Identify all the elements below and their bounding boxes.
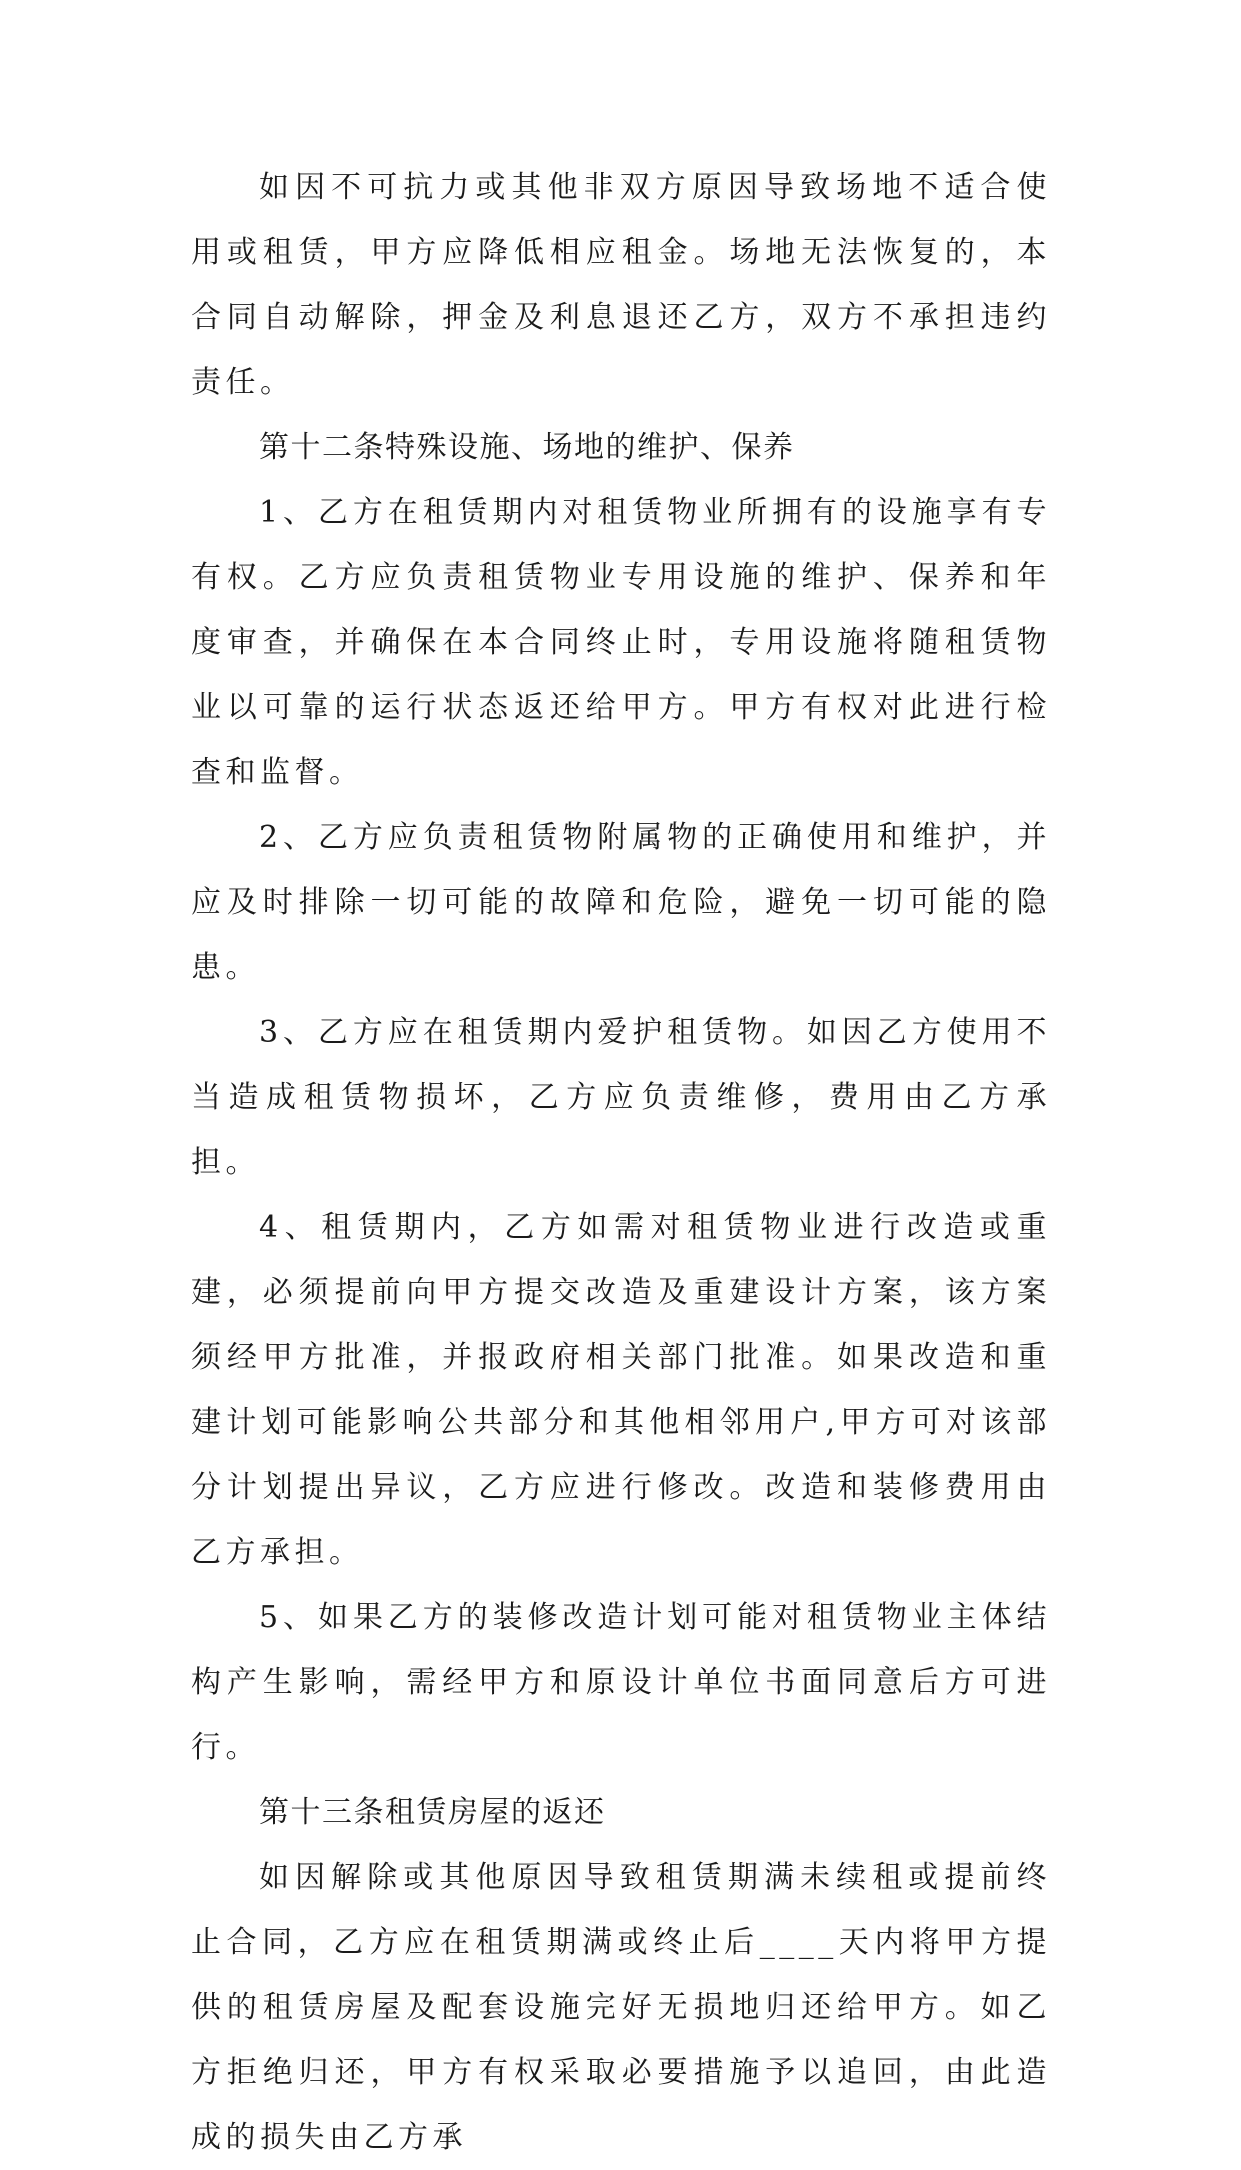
heading-article-13: 第十三条租赁房屋的返还 bbox=[259, 1795, 606, 1830]
paragraph-item-5: 5、如果乙方的装修改造计划可能对租赁物业主体结构产生影响，需经甲方和原设计单位书面同意后方可进行。 bbox=[191, 1600, 1051, 1765]
document-body bbox=[191, 155, 1051, 2170]
paragraph-item-3: 3、乙方应在租赁期内爱护租赁物。如因乙方使用不当造成租赁物损坏，乙方应负责维修，费用由乙方承担。 bbox=[191, 1015, 1051, 1180]
paragraph-return-premises: 如因解除或其他原因导致租赁期满未续租或提前终止合同，乙方应在租赁期满或终止后____天内将甲方提供的租赁房屋及配套设施完好无损地归还给甲方。如乙方拒绝归还，甲方有权采取必要措施予以追回，由此造成的损失由乙方承 bbox=[191, 1860, 1051, 2155]
paragraph-item-1: 1、乙方在租赁期内对租赁物业所拥有的设施享有专有权。乙方应负责租赁物业专用设施的维护、保养和年度审查，并确保在本合同终止时，专用设施将随租赁物业以可靠的运行状态返还给甲方。甲方有权对此进行检查和监督。 bbox=[191, 495, 1051, 790]
paragraph-item-2: 2、乙方应负责租赁物附属物的正确使用和维护，并应及时排除一切可能的故障和危险，避免一切可能的隐患。 bbox=[191, 820, 1051, 985]
paragraph-item-4: 4、租赁期内，乙方如需对租赁物业进行改造或重建，必须提前向甲方提交改造及重建设计方案，该方案须经甲方批准，并报政府相关部门批准。如果改造和重建计划可能影响公共部分和其他相邻用户,甲方可对该部分计划提出异议，乙方应进行修改。改造和装修费用由乙方承担。 bbox=[191, 1210, 1051, 1570]
heading-article-12: 第十二条特殊设施、场地的维护、保养 bbox=[259, 430, 795, 465]
paragraph-force-majeure: 如因不可抗力或其他非双方原因导致场地不适合使用或租赁，甲方应降低相应租金。场地无法恢复的，本合同自动解除，押金及利息退还乙方，双方不承担违约责任。 bbox=[191, 170, 1051, 400]
